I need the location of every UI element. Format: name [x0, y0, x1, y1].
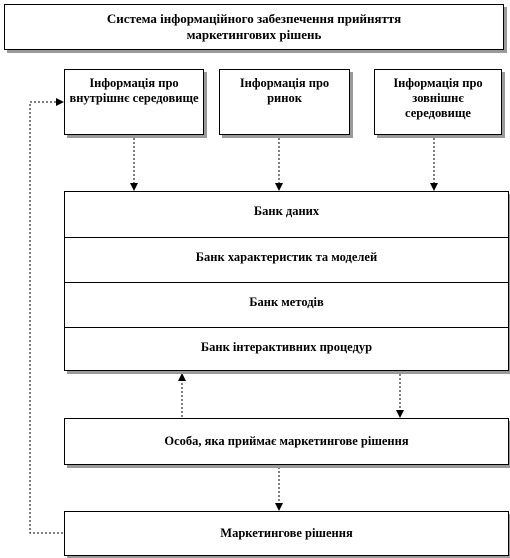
- bank-methods-label: Банк методів: [249, 295, 324, 309]
- decision-label: Маркетингове рішення: [220, 526, 353, 540]
- title-box: [4, 4, 504, 50]
- person-box: [64, 418, 509, 465]
- info-external-label: Інформація про зовнішнє середовище: [393, 76, 483, 120]
- bank-models-label: Банк характеристик та моделей: [195, 250, 378, 264]
- info-internal-label: Інформація про внутрішнє середовище: [69, 76, 199, 105]
- bank-procedures-label: Банк інтерактивних процедур: [200, 340, 373, 354]
- bank-methods-row: [65, 282, 508, 327]
- info-market-label: Інформація про ринок: [239, 76, 330, 105]
- info-external-box: [374, 69, 502, 135]
- bank-data-row: [65, 192, 508, 237]
- bank-data-label: Банк даних: [253, 204, 320, 218]
- bank-procedures-row: [65, 327, 508, 372]
- info-market-box: [219, 69, 350, 135]
- person-label: Особа, яка приймає маркетингове рішення: [164, 434, 409, 448]
- bank-models-row: [65, 237, 508, 282]
- info-internal-box: [64, 69, 204, 135]
- bank-stack: [64, 191, 509, 371]
- decision-box: [64, 511, 509, 556]
- diagram-title: Система інформаційного забезпечення прийняття маркетингових рішень: [106, 11, 402, 42]
- feedback-loop-line: [30, 102, 63, 533]
